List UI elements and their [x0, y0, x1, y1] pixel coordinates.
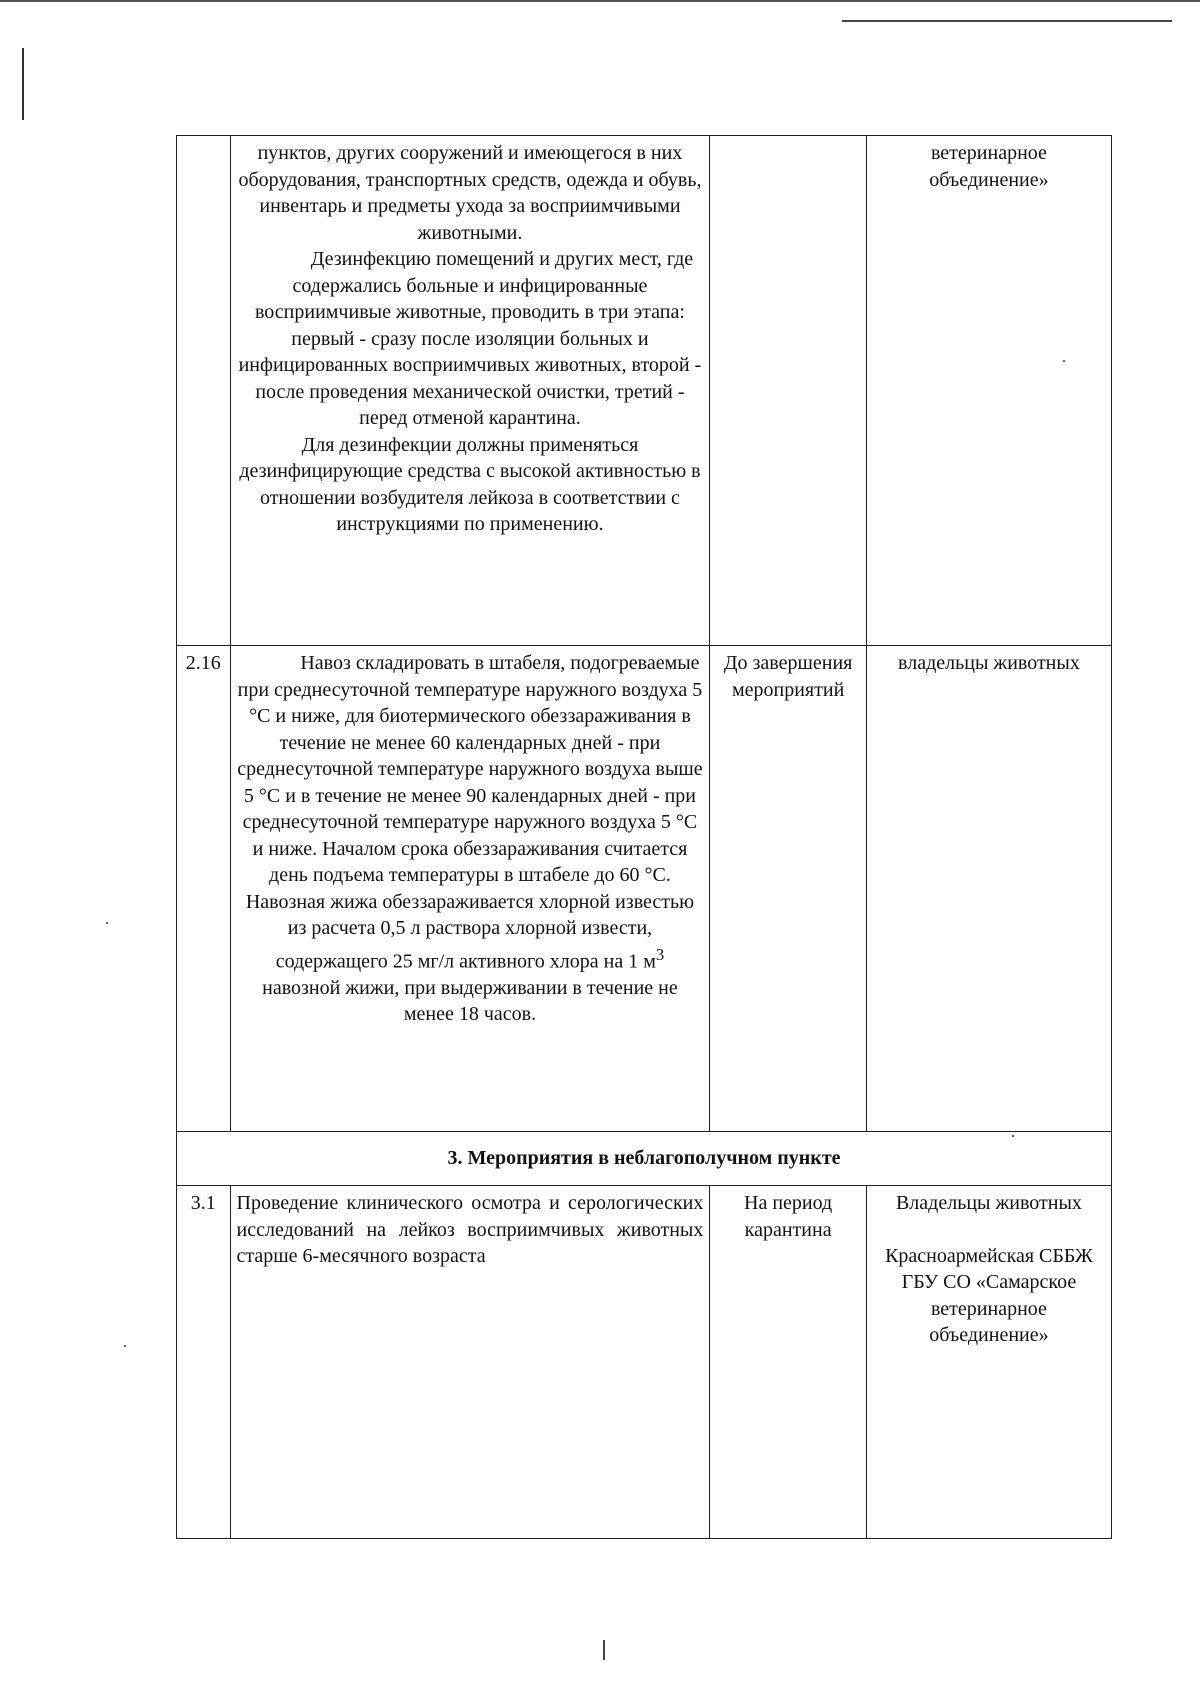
responsible-party: Владельцы животных: [895, 1192, 1082, 1214]
measure-description: Проведение клинического осмотра и серологических исследований на лейкоз восприимчивых животных старше 6-месячного возраста: [230, 1186, 710, 1539]
measures-table: [176, 135, 1112, 1539]
row-number: [177, 136, 231, 646]
table-row: [177, 136, 1112, 646]
responsible-party: Красноармейская СББЖ ГБУ СО «Самарское ветеринарное объединение»: [885, 1244, 1093, 1346]
page-top-edge: [0, 0, 1200, 2]
measure-paragraph: пунктов, других сооружений и имеющегося в них оборудования, транспортных средств, одежда и обувь, инвентарь и предметы ухода за восприимчивыми животными.: [238, 142, 702, 244]
measure-term: На период карантина: [710, 1186, 867, 1539]
row-number: 2.16: [177, 646, 231, 1132]
measure-term: До завершения мероприятий: [710, 646, 867, 1132]
scan-speck: [106, 922, 108, 924]
table-row: [177, 1186, 1112, 1539]
page-bottom-mark: [603, 1640, 605, 1660]
section-header-row: [177, 1132, 1112, 1186]
margin-mark: [22, 48, 24, 120]
superscript: 3: [655, 944, 665, 964]
measure-paragraph: Для дезинфекции должны применяться дезинфицирующие средства с высокой активностью в отношении возбудителя лейкоза в соответствии с инструкциями по применению.: [239, 433, 701, 535]
row-number: 3.1: [177, 1186, 231, 1539]
measure-term: [710, 136, 867, 646]
section-title: 3. Мероприятия в неблагополучном пункте: [177, 1132, 1112, 1186]
scan-speck: [124, 1345, 126, 1347]
responsible-party: ветеринарное объединение»: [929, 142, 1049, 191]
header-rule: [842, 20, 1172, 22]
measure-description: [230, 136, 710, 646]
table-row: [177, 646, 1112, 1132]
measure-paragraph: Дезинфекцию помещений и других мест, где содержались больные и инфицированные восприимчивые животные, проводить в три этапа: первый - сразу после изоляции больных и инфицированных восприимчивых животных, второй - после проведения механической очистки, третий - перед отменой карантина.: [238, 248, 702, 429]
measure-text-end: навозной жижи, при выдерживании в течение не менее 18 часов.: [262, 976, 678, 1026]
measure-responsible: [866, 136, 1111, 646]
measure-responsible: [866, 646, 1111, 1132]
measure-responsible: [866, 1186, 1111, 1539]
measure-text: Навоз складировать в штабеля, подогреваемые при среднесуточной температуре наружного воздуха 5 °C и ниже, для биотермического обеззараживания в течение не менее 60 календарных дней - при среднесуточной температуре наружного воздуха выше 5 °C и в течение не менее 90 календарных дней - при среднесуточной температуре наружного воздуха 5 °C и ниже. Началом срока обеззараживания считается день подъема температуры в штабеле до 60 °C. Навозная жижа обеззараживается хлорной известью из расчета 0,5 л раствора хлорной извести, содержащего 25 мг/л активного хлора на 1 м: [237, 652, 703, 973]
measure-description: [230, 646, 710, 1132]
responsible-party: владельцы животных: [898, 652, 1080, 674]
